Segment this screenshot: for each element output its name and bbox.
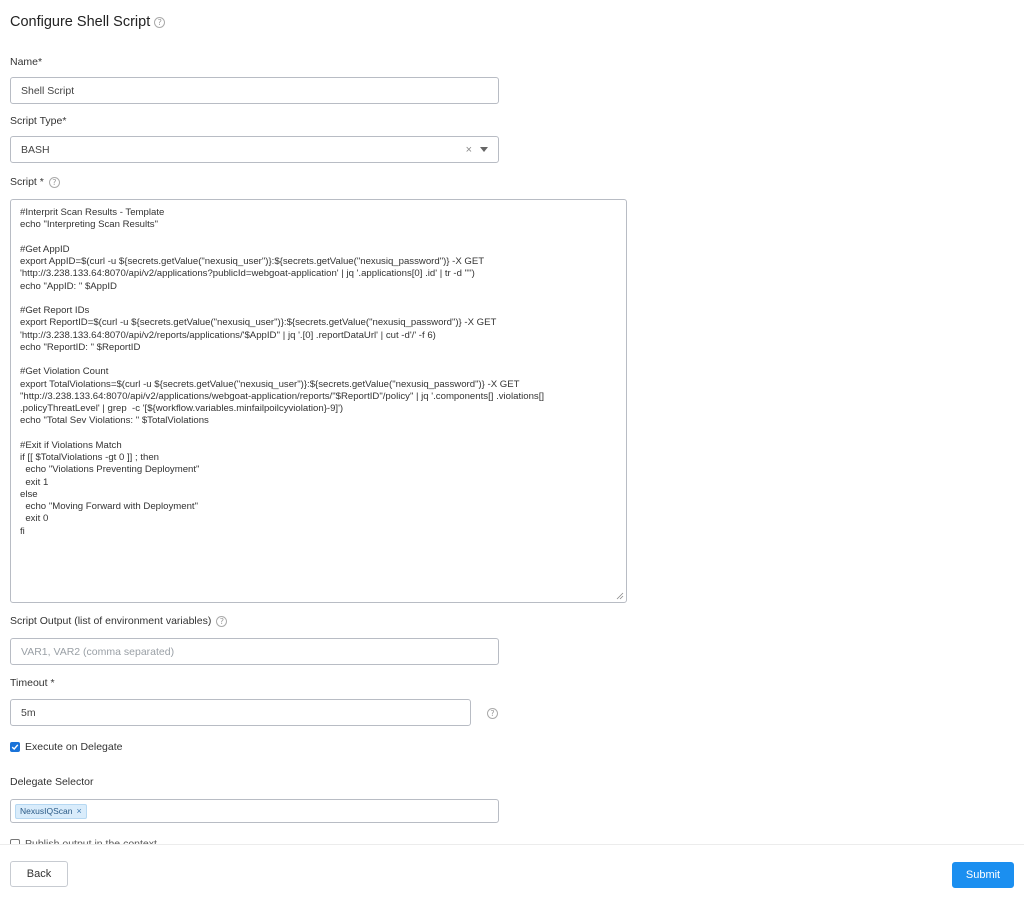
execute-on-delegate-row[interactable] [10,741,122,753]
delegate-chip [15,804,87,819]
name-input-value: Shell Script [21,84,75,97]
script-output-placeholder: VAR1, VAR2 (comma separated) [21,645,175,658]
delegate-selector-input[interactable] [10,799,499,823]
help-icon[interactable]: ? [154,17,165,28]
help-icon[interactable]: ? [216,616,227,627]
name-label [10,56,42,68]
script-label [10,176,60,188]
back-button[interactable]: Back [10,861,68,887]
timeout-value: 5m [21,706,36,719]
chevron-down-icon[interactable] [480,147,488,152]
script-label-text: Script * [10,176,44,188]
submit-button[interactable]: Submit [952,862,1014,888]
script-output-label [10,615,227,627]
resize-handle-icon[interactable] [616,592,624,600]
script-output-label-text: Script Output (list of environment variables) [10,615,212,627]
script-type-label [10,115,66,127]
dialog-footer [0,844,1024,898]
script-content: #Interprit Scan Results - Template echo "Interpreting Scan Results" #Get AppID export AppID=$(curl -u ${secrets.getValue("nexusiq_user")}:${secrets.getValue("nexusiq_password")} -X GET 'http://3.238.133.64:8070/api/v2/applications?publicId=webgoat-application' | jq '.applications[0] .id' | tr -d '"') echo "AppID: " $AppID #Get Report IDs export ReportID=$(curl -u ${secrets.getValue("nexusiq_user")}:${secrets.getValue("nexusiq_password")} -X GET 'http://3.238.133.64:8070/api/v2/reports/applications/'$AppID'' | jq '.[0] .reportDataUrl' | cut -d'/' -f 6) echo "ReportID: " $ReportID #Get Violation Count export TotalViolations=$(curl -u ${secrets.getValue("nexusiq_user")}:${secrets.getValue("nexusiq_password")} -X GET "http://3.238.133.64:8070/api/v2/applications/webgoat-application/reports/"$ReportID"/policy" | jq '.components[] .violations[] .policyThreatLevel' | grep -c '[${workflow.variables.minfailpoilcyviolation}-9]') echo "Total Sev Violations: " $TotalViolations #Exit if Violations Match if [[ $TotalViolations -gt 0 ]] ; then echo "Violations Preventing Deployment" exit 1 else echo "Moving Forward with Deployment" exit 0 fi [20,207,545,537]
name-label-text: Name* [10,56,43,68]
remove-chip-icon[interactable]: × [76,806,82,816]
help-icon[interactable]: ? [49,177,60,188]
delegate-selector-label-text: Delegate Selector [10,776,94,788]
help-icon[interactable]: ? [487,708,498,719]
delegate-chip-label: NexusIQScan [20,806,73,816]
script-type-label-text: Script Type* [10,115,67,127]
script-textarea[interactable] [10,199,627,603]
dialog-title-text: Configure Shell Script [10,14,151,30]
timeout-input[interactable] [10,699,471,726]
script-type-value: BASH [21,143,50,156]
clear-icon[interactable]: × [465,143,472,156]
timeout-label-text: Timeout * [10,677,55,689]
delegate-selector-label [10,776,93,788]
checkbox-checked-icon[interactable] [10,742,20,752]
timeout-label [10,677,55,689]
script-type-select[interactable] [10,136,499,163]
dialog-title [10,14,165,30]
script-output-input[interactable] [10,638,499,665]
execute-on-delegate-label: Execute on Delegate [25,741,123,753]
name-input[interactable] [10,77,499,104]
